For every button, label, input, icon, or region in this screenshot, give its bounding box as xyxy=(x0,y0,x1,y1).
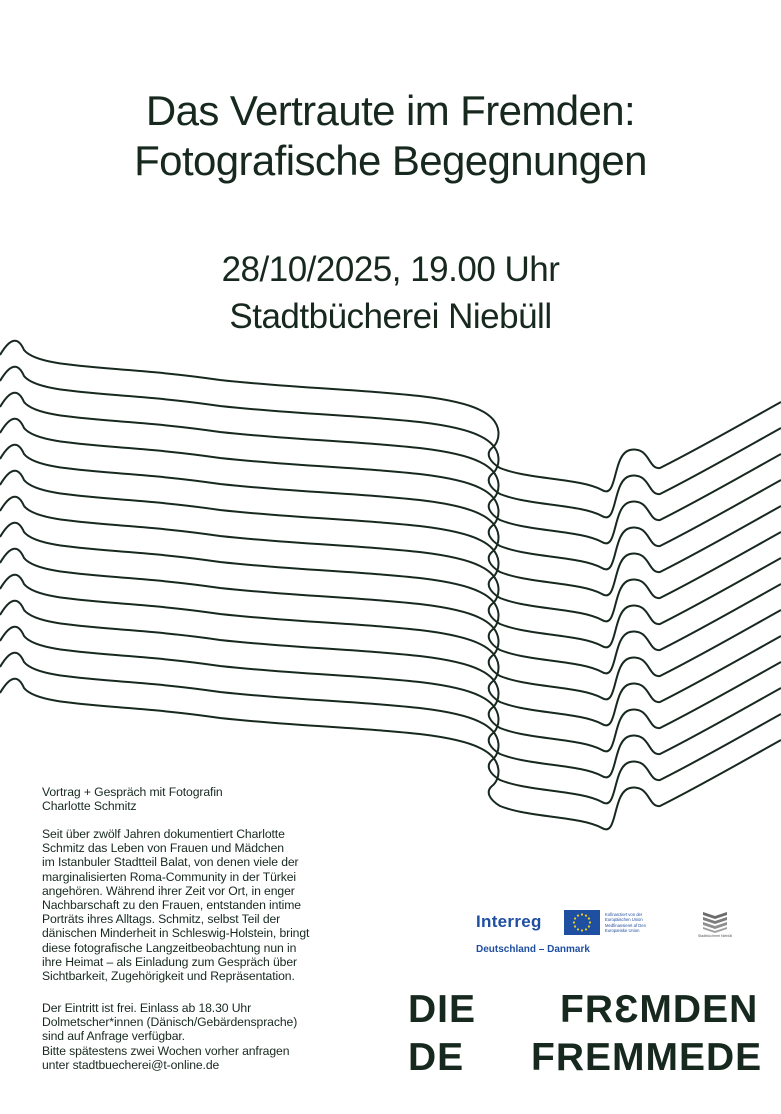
brand-fremden: FRƐMDEN xyxy=(560,988,759,1031)
eu-star-icon xyxy=(588,925,590,927)
event-description xyxy=(42,827,372,983)
eu-star-icon xyxy=(585,928,587,930)
description-line: im Istanbuler Stadtteil Balat, von denen viele der xyxy=(42,855,299,870)
eu-star-icon xyxy=(581,913,583,915)
eu-star-icon xyxy=(588,917,590,919)
eu-star-icon xyxy=(585,914,587,916)
admission-info xyxy=(42,1001,372,1072)
description-line: diese fotografische Langzeitbeobachtung nun in xyxy=(42,940,297,955)
wave-lines-graphic xyxy=(0,330,781,850)
wave-line xyxy=(0,549,781,700)
subtitle-line-1: Vortrag + Gespräch mit Fotografin xyxy=(42,785,223,799)
wave-line xyxy=(0,601,781,752)
eu-star-icon xyxy=(577,928,579,930)
info-line: Dolmetscher*innen (Dänisch/Gebärdensprache) xyxy=(42,1015,298,1030)
description-line: Nachbarschaft zu den Frauen, entstanden intime xyxy=(42,898,301,913)
description-line: ihre Heimat – als Einladung zum Gespräch über xyxy=(42,954,297,969)
eu-star-icon xyxy=(573,921,575,923)
info-line: Der Eintritt ist frei. Einlass ab 18.30 Uhr xyxy=(42,1001,252,1015)
wave-line xyxy=(0,471,781,622)
event-date: 28/10/2025, 19.00 Uhr xyxy=(221,250,560,289)
description-line: Schmitz das Leben von Frauen und Mädchen xyxy=(42,841,284,856)
description-line: Sichtbarkeit, Zugehörigkeit und Repräsentation. xyxy=(42,969,295,984)
wave-line xyxy=(0,341,781,492)
wave-line xyxy=(0,653,781,804)
title-line-2: Fotografische Begegnungen xyxy=(134,137,647,184)
interreg-logo xyxy=(476,910,666,960)
eu-star-icon xyxy=(581,929,583,931)
interreg-wordmark: Interreg xyxy=(476,912,542,931)
library-logo xyxy=(697,908,733,950)
eu-flag-icon xyxy=(564,910,600,935)
eu-star-icon xyxy=(574,925,576,927)
subtitle-line-2: Charlotte Schmitz xyxy=(42,799,137,814)
info-line: unter stadtbuecherei@t-online.de xyxy=(42,1057,220,1072)
wave-line xyxy=(0,445,781,596)
talk-subtitle xyxy=(42,785,372,813)
wave-line xyxy=(0,627,781,778)
description-line: dänischen Minderheit in Schleswig-Holstein, bringt xyxy=(42,926,310,941)
wave-line xyxy=(0,523,781,674)
interreg-region: Deutschland – Danmark xyxy=(476,944,590,955)
wave-line xyxy=(0,393,781,544)
title-line-1: Das Vertraute im Fremden: xyxy=(145,87,636,134)
description-line: marginalisierten Roma-Community in der Türkei xyxy=(42,869,297,884)
description-line: Seit über zwölf Jahren dokumentiert Charlotte xyxy=(42,827,285,841)
event-venue: Stadtbücherei Niebüll xyxy=(229,297,552,336)
brand-fremmede: FREMMEDE xyxy=(531,1036,763,1079)
info-line: sind auf Anfrage verfügbar. xyxy=(42,1029,185,1044)
eu-star-icon xyxy=(589,921,591,923)
wave-line xyxy=(0,497,781,648)
description-line: angehören. Während ihrer Zeit vor Ort, in enger xyxy=(42,883,295,898)
book-stack-icon xyxy=(700,908,730,934)
event-details xyxy=(0,246,781,340)
library-caption: Stadtbücherei Niebüll xyxy=(697,934,733,938)
poster-title xyxy=(0,86,781,186)
brand-die: DIE xyxy=(408,988,477,1031)
info-line: Bitte spätestens zwei Wochen vorher anfragen xyxy=(42,1043,290,1058)
eu-star-icon xyxy=(577,914,579,916)
eu-star-icon xyxy=(574,917,576,919)
wave-line xyxy=(0,575,781,726)
eu-cofunding-text: Kofinanziert von der Europäischen Union Medfinansieret af Den Europæiske Union xyxy=(605,912,646,934)
description-line: Porträts ihres Alltags. Schmitz, selbst Teil der xyxy=(42,912,281,927)
wave-line xyxy=(0,419,781,570)
wave-line xyxy=(0,367,781,518)
brand-de: DE xyxy=(408,1036,465,1079)
